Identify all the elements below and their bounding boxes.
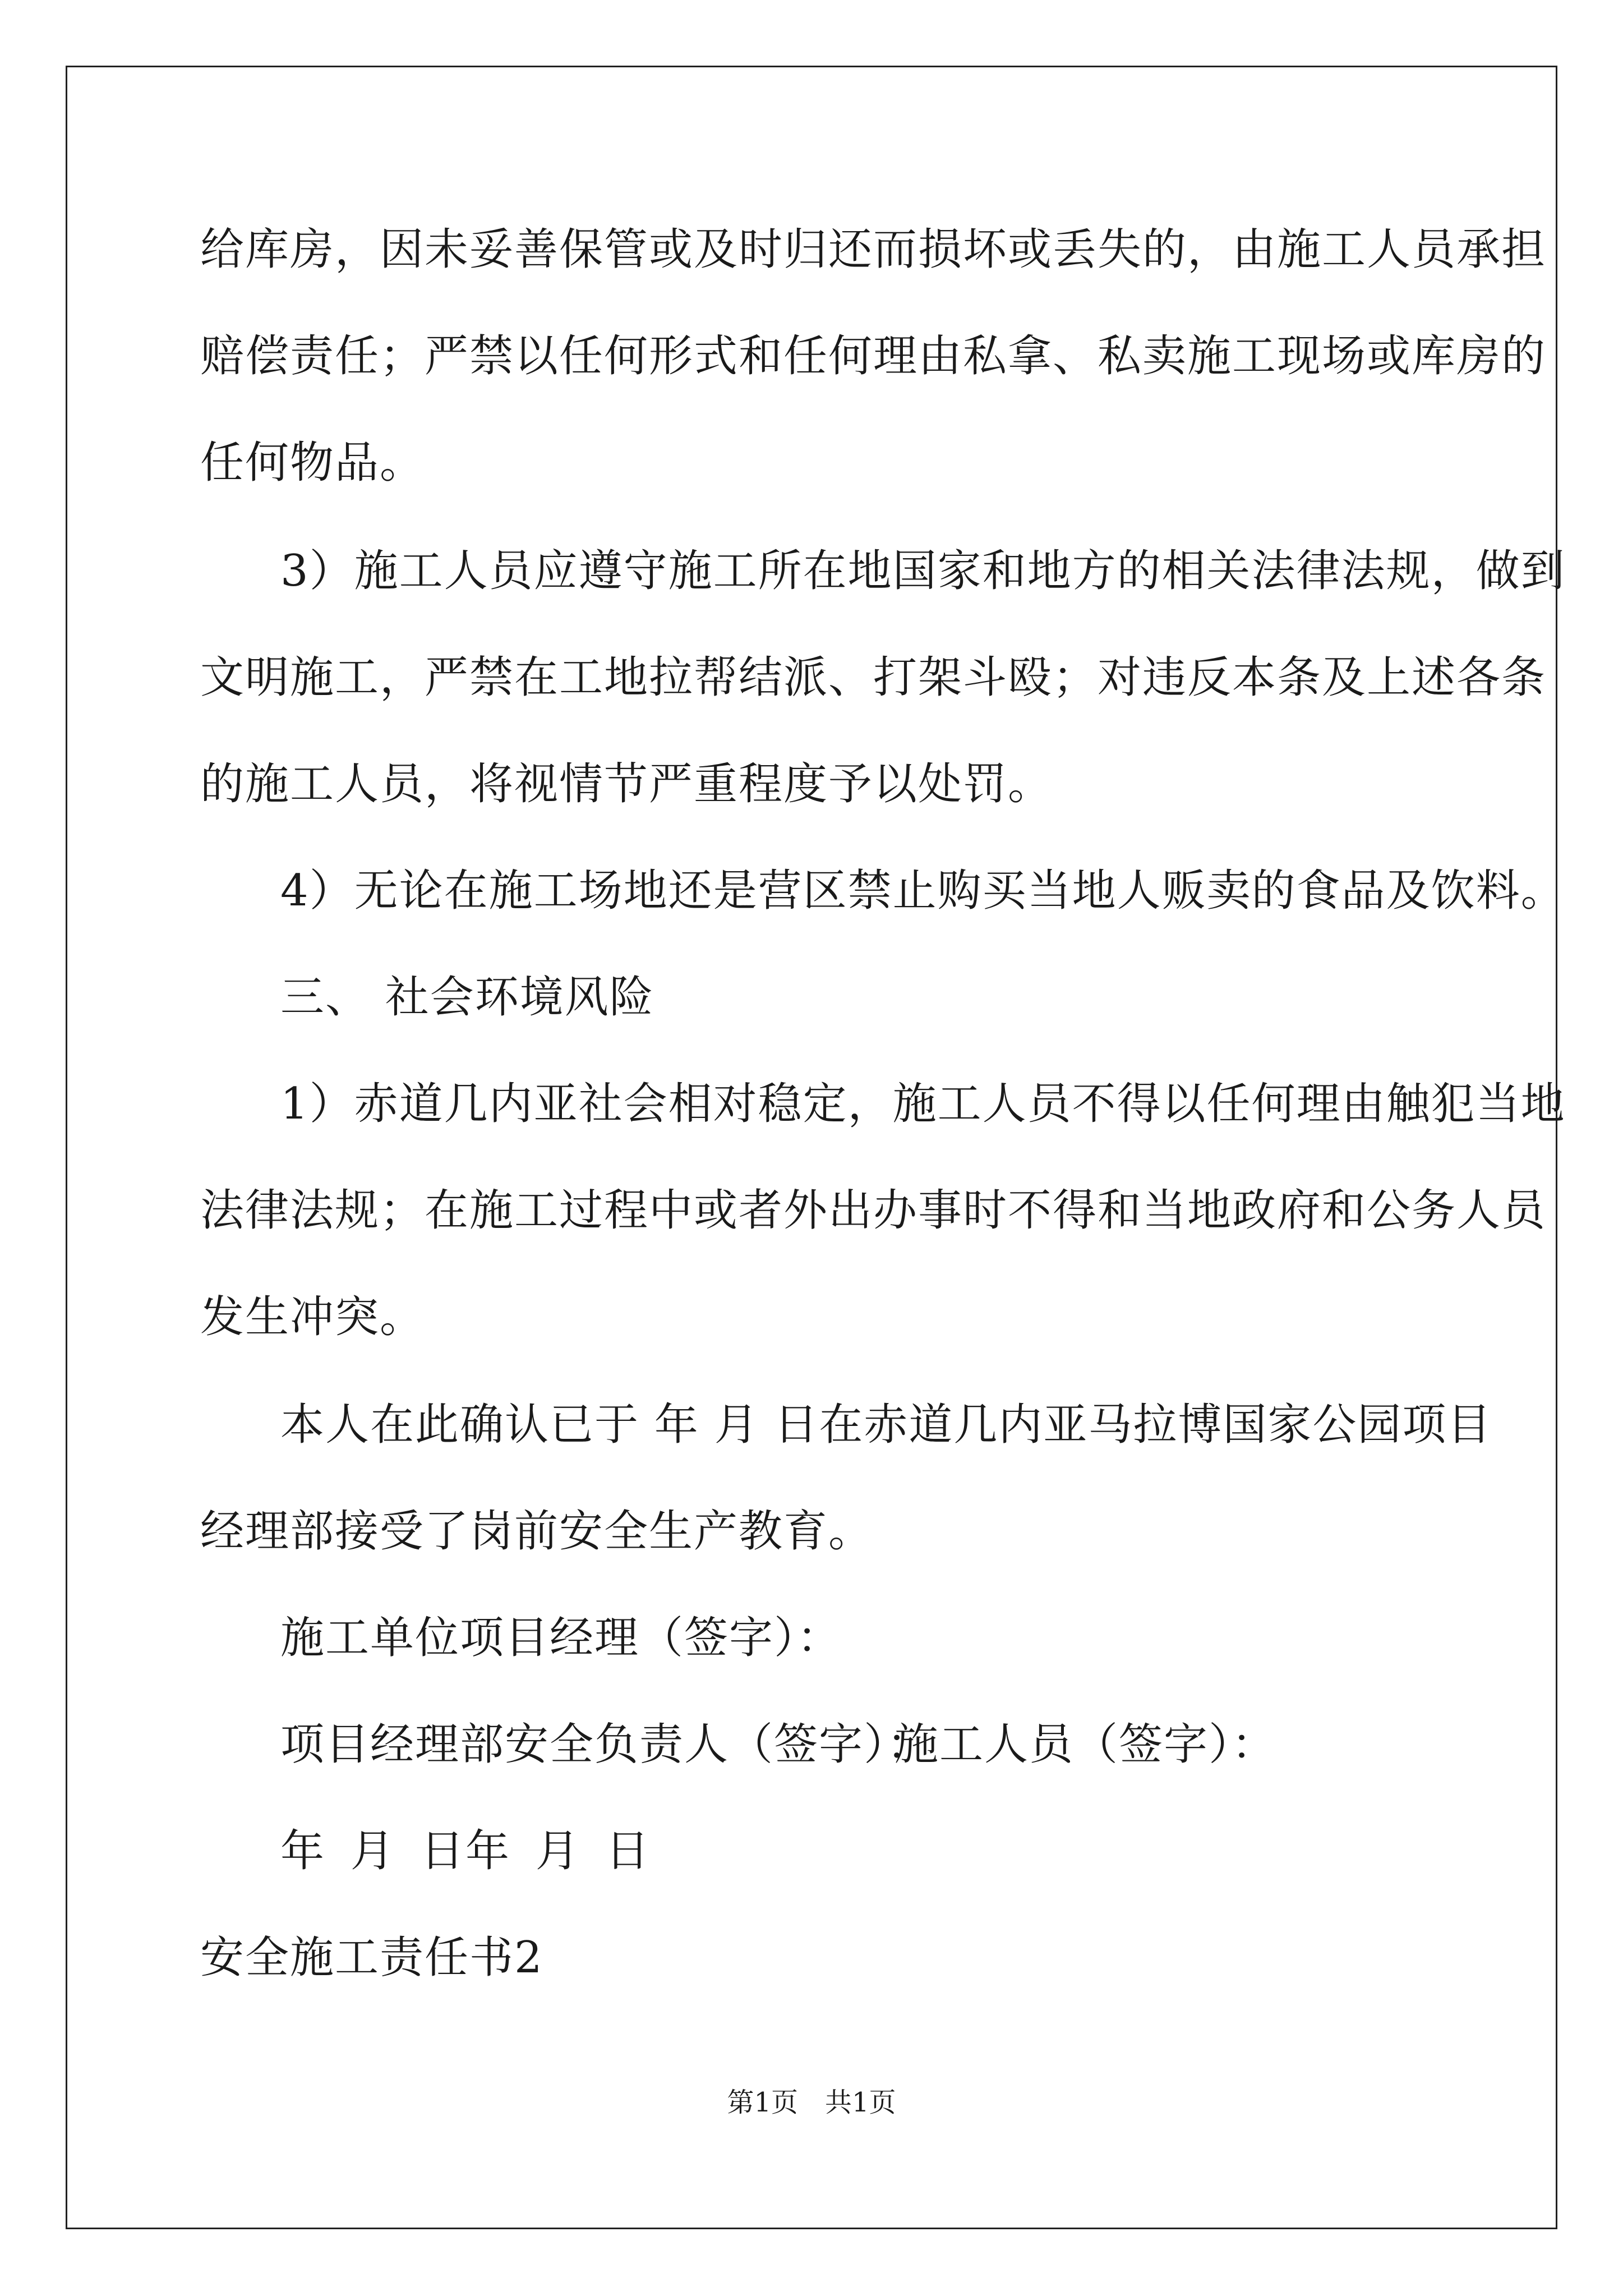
body-line: 经理部接受了岗前安全生产教育。: [200, 1506, 874, 1557]
next-document-title: 安全施工责任书2: [200, 1932, 543, 1983]
clause-3: 3）施工人员应遵守施工所在地国家和地方的相关法律法规，做到: [280, 546, 1566, 596]
date-left: 年 月 日: [280, 1826, 465, 1876]
body-line: 发生冲突。: [200, 1292, 425, 1342]
manager-signature-label: 施工单位项目经理（签字）：: [280, 1613, 842, 1663]
safety-officer-signature-label: 项目经理部安全负责人（签字）：: [280, 1719, 932, 1770]
page-footer: 第1页 共1页: [727, 2087, 896, 2118]
clause-4: 4）无论在施工场地还是营区禁止购买当地人贩卖的食品及饮料。: [280, 866, 1566, 916]
body-line: 法律法规；在施工过程中或者外出办事时不得和当地政府和公务人员: [200, 1185, 1547, 1236]
body-line: 的施工人员，将视情节严重程度予以处罚。: [200, 759, 1053, 809]
body-line: 文明施工，严禁在工地拉帮结派、打架斗殴；对违反本条及上述各条: [200, 652, 1547, 703]
confirmation-text: 本人在此确认已于 年 月 日在赤道几内亚马拉博国家公园项目: [280, 1400, 1492, 1450]
worker-signature-label: 施工人员（签字）：: [895, 1719, 1277, 1770]
date-right: 年 月 日: [465, 1826, 651, 1876]
section-heading: 三、 社会环境风险: [280, 972, 654, 1023]
body-line: 赔偿责任；严禁以任何形式和任何理由私拿、私卖施工现场或库房的: [200, 331, 1547, 381]
body-line: 给库房，因未妥善保管或及时归还而损坏或丢失的，由施工人员承担: [200, 224, 1547, 275]
body-line: 任何物品。: [200, 438, 425, 488]
page-border: [66, 66, 1557, 2229]
clause-1: 1）赤道几内亚社会相对稳定，施工人员不得以任何理由触犯当地: [280, 1079, 1566, 1129]
